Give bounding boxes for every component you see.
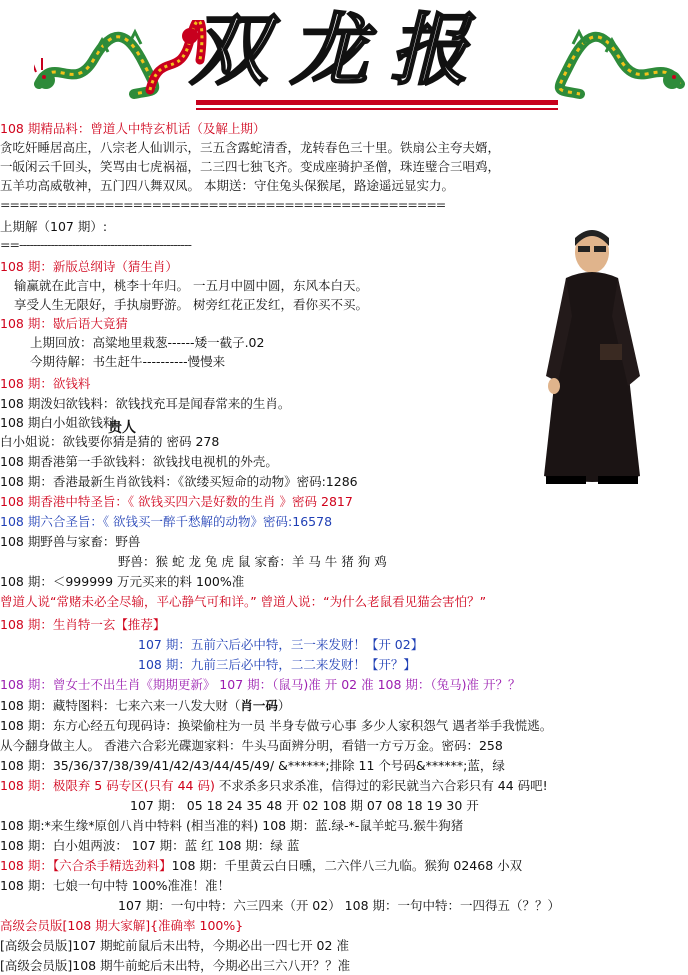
text-segment: 108 期：极限弃 5 码专区(只有 44 码) — [0, 778, 215, 793]
text-line — [0, 757, 505, 775]
text-segment: 肖一码 — [240, 698, 278, 713]
text-segment: 上期回放：高粱地里栽葱------矮一截子.02 — [30, 335, 265, 350]
text-line — [0, 315, 128, 333]
text-line — [0, 139, 500, 157]
text-segment: 108 期泼妇欲钱料：欲钱找充耳是闻春常来的生肖。 — [0, 396, 291, 411]
text-line — [14, 296, 368, 314]
title-underline — [196, 100, 558, 105]
title-underline-thin — [196, 108, 558, 110]
text-segment: 108 期香港中特圣旨：《 欲钱买四六是好数的生肖 》密码 2817 — [0, 494, 353, 509]
masthead — [0, 0, 688, 118]
text-line — [0, 777, 548, 795]
text-line — [0, 857, 522, 875]
text-segment: 108 期：新版总纲诗（猜生肖） — [0, 259, 178, 274]
text-line — [0, 616, 165, 634]
text-line — [0, 697, 290, 715]
text-line — [0, 837, 299, 855]
text-line — [30, 334, 264, 352]
text-segment: 108 期：歇后语大竟猜 — [0, 316, 128, 331]
text-line — [0, 717, 552, 735]
text-segment: 从今翻身做主人。 香港六合彩光碟迦家料：牛头马面辨分明，看错一方亏万金。密码：258 — [0, 738, 503, 753]
text-line — [0, 395, 290, 413]
text-segment: 107 期：五前六后必中特，三一来发财！【开 02】 — [138, 637, 424, 652]
overlay-stamp: 贵人 — [108, 420, 136, 436]
text-segment: [高级会员版]108 期牛前蛇后未出特，今期必出三六八开？？准 — [0, 958, 351, 973]
text-segment: 贪吃奸睡居高庄，八宗老人仙训示，三五含露蛇清香，龙转春色三十里。铁扇公主夸夫婿， — [0, 140, 501, 155]
text-segment: 108 期：东方心经五句现码诗：换梁偷柱为一员 半身专做亏心事 多少人家积怨气 遇者举手我慌逃。 — [0, 718, 553, 733]
text-line — [118, 897, 560, 915]
text-line — [0, 196, 445, 214]
text-line — [130, 797, 479, 815]
text-segment: 108 期:*来生缘*原创八肖中特料 (相当准的料) 108 期：蓝.绿-*-鼠羊蛇马.猴牛狗猪 — [0, 818, 464, 833]
text-line — [0, 414, 115, 432]
text-segment: ） — [277, 698, 291, 713]
text-line — [0, 236, 191, 254]
text-line — [0, 158, 500, 176]
page-title: 双龙报 — [190, 5, 491, 96]
person-in-robe-image — [536, 226, 648, 488]
text-segment: 108 期野兽与家畜：野兽 — [0, 534, 141, 549]
text-segment: 108 期：香港最新生肖欲钱料：《欲缕买短命的动物》密码:1286 — [0, 474, 358, 489]
text-segment: 白小姐说：欲钱要你猜是猜的 密码 278 — [0, 434, 220, 449]
text-segment: 108 期：＜999999 万元买来的料 100%准 — [0, 574, 245, 589]
text-line — [0, 737, 503, 755]
text-line — [0, 258, 178, 276]
text-line — [0, 877, 230, 895]
text-segment: 108 期六合圣旨：《 欲钱买一醉千愁解的动物》密码:16578 — [0, 514, 333, 529]
text-segment: 高级会员版[108 期大家解]{准确率 100%} — [0, 918, 244, 933]
text-line — [0, 453, 278, 471]
text-line — [0, 573, 244, 591]
dragon-right-icon — [540, 14, 688, 104]
text-line — [0, 817, 463, 835]
text-segment: ==------------------------------------------------- — [0, 237, 191, 252]
text-segment: 108 期：藏特图料：七来六来一八发大财（ — [0, 698, 241, 713]
text-line — [138, 656, 416, 674]
text-line — [138, 636, 423, 654]
text-segment: 107 期：一句中特：六三四来（开 02） 108 期：一句中特：一四得五（？？） — [118, 898, 561, 913]
text-segment: 107 期： 05 18 24 35 48 开 02 108 期 07 08 18 19 30 开 — [130, 798, 479, 813]
text-segment: 108 期：千里黄云白日曛，二六伴八三九临。猴狗 02468 小双 — [171, 858, 523, 873]
text-line — [0, 917, 243, 935]
text-segment: 曾道人说“常赌未必全尽输，平心静气可和详。” 曾道人说：“为什么老鼠看见猫会害怕？” — [0, 594, 487, 609]
text-line — [0, 218, 107, 236]
text-segment: 108 期白小姐欲钱料 — [0, 415, 116, 430]
text-segment: 108 期：【六合杀手精选劲料】 — [0, 858, 172, 873]
text-segment: 享受人生无限好，手执扇野游。 树旁红花正发红，看你买不买。 — [14, 297, 368, 312]
text-segment: 五羊功高威敬神，五门四八舞双凤。 本期送：守住兔头保猴尾，路途遥远显实力。 — [0, 178, 454, 193]
text-line — [0, 533, 140, 551]
text-line — [0, 473, 358, 491]
text-segment: 108 期：欲钱料 — [0, 376, 91, 391]
text-segment: 108 期精品料：曾道人中特玄机话（及解上期） — [0, 121, 266, 136]
text-segment: 108 期：曾女士不出生肖《期期更新》 107 期：（鼠马)准 开 02 准 108 期：（兔马)准 开？？ — [0, 677, 521, 692]
text-segment: 输赢就在此言中，桃李十年归。 一五月中圆中圆，东风本白天。 — [14, 278, 368, 293]
text-line — [0, 957, 350, 975]
text-line — [0, 937, 349, 955]
text-segment: 108 期香港第一手欲钱料：欲钱找电视机的外壳。 — [0, 454, 278, 469]
text-line — [0, 493, 353, 511]
text-segment: 108 期：九前三后必中特，二二来发财！【开？】 — [138, 657, 416, 672]
text-line — [0, 375, 90, 393]
text-line — [0, 120, 265, 138]
text-line — [118, 553, 387, 571]
text-segment: 今期待解：书生赶牛----------慢慢来 — [30, 354, 226, 369]
text-segment: [高级会员版]107 期蛇前鼠后未出特，今期必出一四七开 02 准 — [0, 938, 349, 953]
text-line — [0, 676, 521, 694]
text-segment: 野兽：猴 蛇 龙 兔 虎 鼠 家畜：羊 马 牛 猪 狗 鸡 — [118, 554, 387, 569]
text-line — [0, 593, 486, 611]
text-line — [0, 177, 454, 195]
text-segment: =============================================== — [0, 197, 446, 212]
text-line — [14, 277, 368, 295]
text-segment: 108 期：生肖特一玄【推荐】 — [0, 617, 166, 632]
text-segment: 上期解（107 期）: — [0, 219, 108, 234]
text-segment: 不求杀多只求杀准，信得过的彩民就当六合彩只有 44 码吧! — [214, 778, 548, 793]
text-segment: 108 期：白小姐两波： 107 期：蓝 红 108 期：绿 蓝 — [0, 838, 300, 853]
text-line — [30, 353, 225, 371]
text-line — [0, 513, 332, 531]
text-segment: 108 期：七娘一句中特 100%准准！准！ — [0, 878, 231, 893]
text-segment: 108 期：35/36/37/38/39/41/42/43/44/45/49/ &******;排除 11 个号码&******;蓝，绿 — [0, 758, 505, 773]
text-segment: 一皈闲云千回头，笑骂由七虎祸福，二三四七独飞齐。变成座骑护圣僧，珠连璧合三唱鸡， — [0, 159, 501, 174]
